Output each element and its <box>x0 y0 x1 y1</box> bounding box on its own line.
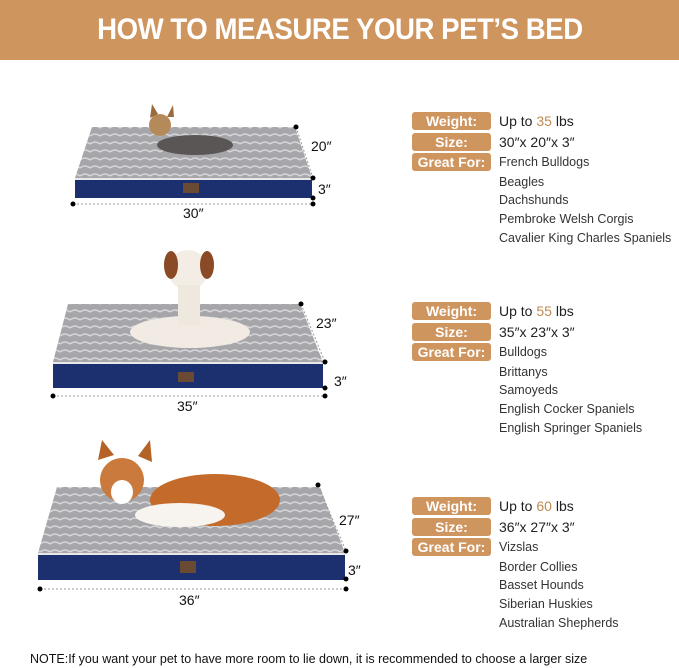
breed-item: Australian Shepherds <box>499 615 619 630</box>
weight-value: Up to 35 lbs <box>499 113 574 130</box>
bed-small-specs <box>412 111 679 248</box>
great-for-label: Great For: <box>412 343 491 361</box>
breed-item: English Cocker Spaniels <box>499 402 635 417</box>
size-value: 30″x 20″x 3″ <box>499 133 575 150</box>
great-for-label: Great For: <box>412 538 491 556</box>
bed-medium-width: 35″ <box>177 398 198 414</box>
bed-large <box>38 440 349 592</box>
weight-value: Up to 55 lbs <box>499 303 574 320</box>
bed-small <box>71 104 316 207</box>
breed-item: Siberian Huskies <box>499 597 593 612</box>
breed-item: Cavalier King Charles Spaniels <box>499 230 672 245</box>
size-label: Size: <box>412 323 491 341</box>
size-note: NOTE:If you want your pet to have more room to lie down, it is recommended to choose a larger size <box>30 652 588 666</box>
weight-label: Weight: <box>412 302 491 320</box>
weight-label: Weight: <box>412 112 491 130</box>
bed-large-width: 36″ <box>179 592 200 608</box>
bed-small-depth: 20″ <box>311 138 332 154</box>
breed-item: Pembroke Welsh Corgis <box>499 212 634 227</box>
breed-item: Dachshunds <box>499 193 569 208</box>
breed-item: Border Collies <box>499 559 578 574</box>
breed-item: Bulldogs <box>499 344 547 359</box>
weight-label: Weight: <box>412 497 491 515</box>
breed-item: Beagles <box>499 174 545 189</box>
weight-value: Up to 60 lbs <box>499 498 574 515</box>
dog-brittany-icon <box>130 250 250 348</box>
bed-large-depth: 27″ <box>339 512 360 528</box>
header-banner <box>0 0 679 60</box>
breed-item: English Springer Spaniels <box>499 420 643 435</box>
size-value: 35″x 23″x 3″ <box>499 323 575 340</box>
bed-small-width: 30″ <box>183 205 204 221</box>
breed-item: Brittanys <box>499 364 548 379</box>
bed-medium-depth: 23″ <box>316 315 337 331</box>
breed-item: Basset Hounds <box>499 578 584 593</box>
breed-item: French Bulldogs <box>499 154 590 169</box>
bed-large-specs <box>412 496 679 633</box>
page-title: HOW TO MEASURE YOUR PET’S BED <box>96 13 583 46</box>
breed-item: Samoyeds <box>499 383 559 398</box>
bed-medium <box>51 250 328 399</box>
size-value: 36″x 27″x 3″ <box>499 518 575 535</box>
bed-small-height: 3″ <box>318 181 331 197</box>
great-for-label: Great For: <box>412 153 491 171</box>
bed-medium-height: 3″ <box>334 373 347 389</box>
bed-medium-specs <box>412 301 679 438</box>
size-label: Size: <box>412 518 491 536</box>
size-label: Size: <box>412 133 491 151</box>
bed-large-height: 3″ <box>348 562 361 578</box>
breed-item: Vizslas <box>499 539 539 554</box>
